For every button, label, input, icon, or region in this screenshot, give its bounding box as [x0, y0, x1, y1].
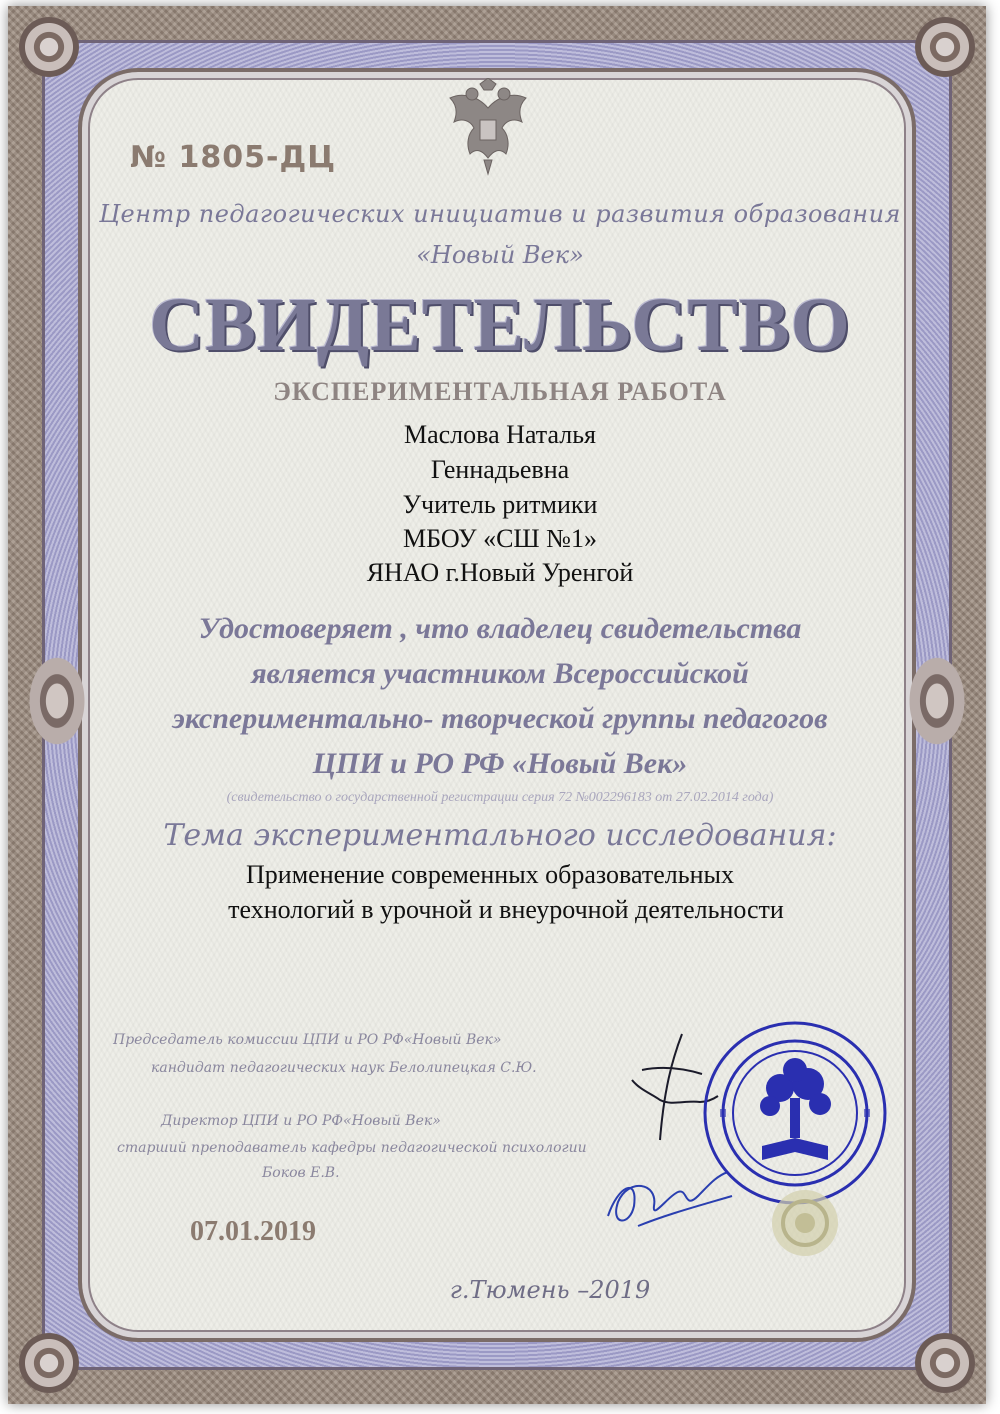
chair-name: кандидат педагогических наук Белолипецкая С.Ю. [151, 1060, 537, 1076]
organization-brand: «Новый Век» [416, 241, 584, 269]
document-title: СВИДЕТЕЛЬСТВО [149, 283, 851, 367]
topic-line2: технологий в урочной и внеурочной деятельности [228, 895, 784, 924]
embossed-seal-icon [770, 1188, 840, 1258]
recipient-name-line1: Маслова Наталья [403, 420, 597, 449]
issue-place: г.Тюмень –2019 [449, 1276, 651, 1304]
director-position: старший преподаватель кафедры педагогической психологии [117, 1140, 587, 1156]
recipient-position: Учитель ритмики [402, 490, 598, 519]
statement-line: экспериментально- творческой группы педагогов [172, 702, 828, 735]
corner-rosette-bottom-left [14, 1328, 84, 1398]
registration-note: (свидетельство о государственной регистрации серия 72 №002296183 от 27.02.2014 года) [226, 790, 774, 805]
statement-line: является участником Всероссийской [251, 657, 749, 690]
organization-name: Центр педагогических инициатив и развития образования [99, 200, 901, 228]
certificate-number: № 1805-ДЦ [130, 140, 337, 175]
tree-book-stamp-icon [700, 1018, 890, 1208]
corner-rosette-top-right [910, 12, 980, 82]
director-name: Боков Е.В. [262, 1165, 340, 1181]
document-subtitle: ЭКСПЕРИМЕНТАЛЬНАЯ РАБОТА [273, 377, 727, 406]
corner-rosette-bottom-right [910, 1328, 980, 1398]
recipient-school: МБОУ «СШ №1» [403, 524, 597, 553]
topic-heading: Тема экспериментального исследования: [163, 818, 837, 853]
recipient-city: ЯНАО г.Новый Уренгой [366, 558, 634, 587]
topic-line1: Применение современных образовательных [246, 860, 734, 889]
chair-title: Председатель комиссии ЦПИ и РО РФ«Новый Век» [113, 1032, 502, 1048]
recipient-name-line2: Геннадьевна [430, 455, 570, 484]
statement-line: Удостоверяет , что владелец свидетельства [198, 612, 802, 645]
director-title: Директор ЦПИ и РО РФ«Новый Век» [161, 1113, 441, 1129]
issue-date: 07.01.2019 [190, 1216, 316, 1247]
statement-line: ЦПИ и РО РФ «Новый Век» [312, 747, 688, 780]
double-headed-eagle-icon [440, 78, 536, 178]
corner-rosette-top-left [14, 12, 84, 82]
